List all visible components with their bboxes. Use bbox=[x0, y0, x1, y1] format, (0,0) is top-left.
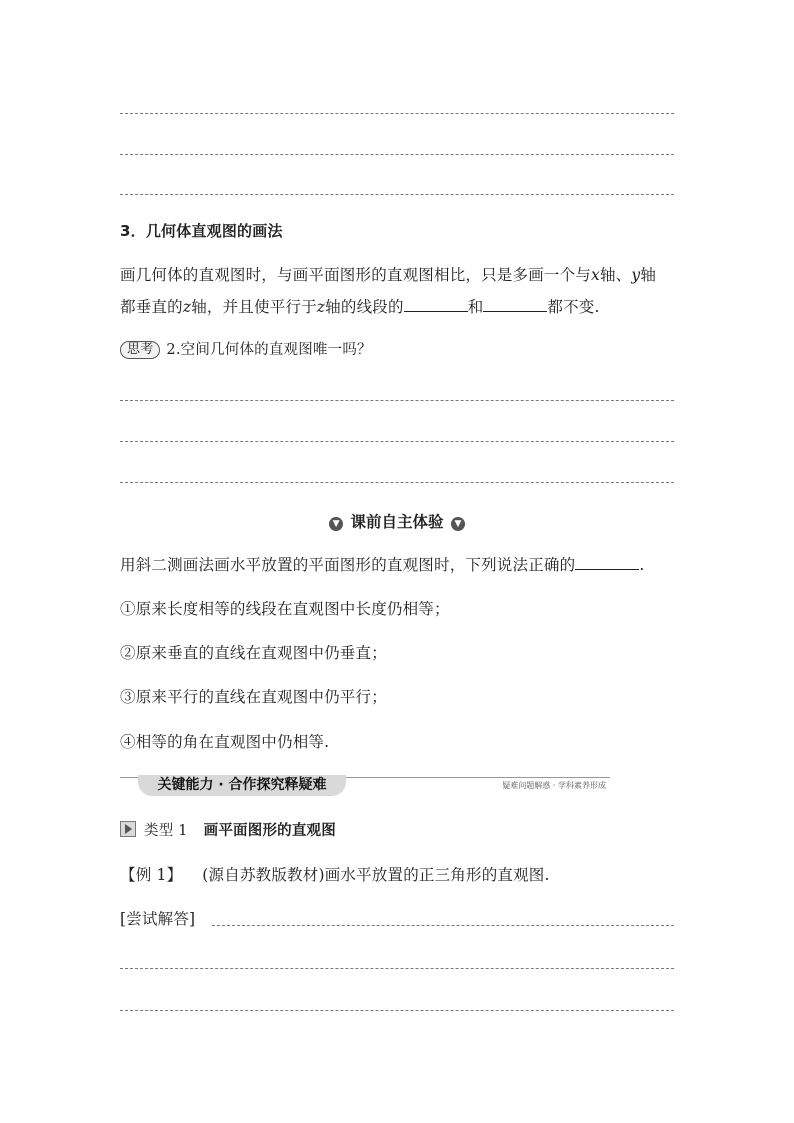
fill-blank[interactable] bbox=[483, 297, 547, 312]
attempt-label: [尝试解答] bbox=[120, 910, 196, 928]
option-item: ①原来长度相等的线段在直观图中长度仍相等； bbox=[120, 600, 450, 618]
answer-line bbox=[120, 441, 674, 442]
answer-line bbox=[120, 194, 674, 195]
paragraph-line: 都垂直的z轴，并且使平行于z轴的线段的 和 都不变. bbox=[120, 298, 600, 316]
preview-question: 用斜二测画法画水平放置的平面图形的直观图时，下列说法正确的 . bbox=[120, 556, 645, 574]
answer-line bbox=[120, 113, 674, 114]
option-item: ④相等的角在直观图中仍相等. bbox=[120, 733, 330, 751]
example-line: 【例 1】 (源自苏教版教材)画水平放置的正三角形的直观图. bbox=[120, 866, 550, 884]
fill-blank[interactable] bbox=[575, 555, 639, 570]
answer-line bbox=[120, 1010, 674, 1011]
banner-title: 关键能力 · 合作探究释疑难 bbox=[138, 775, 346, 796]
answer-line bbox=[212, 925, 674, 926]
down-arrow-icon: ▼ bbox=[451, 517, 465, 531]
type-heading: 类型 1 画平面图形的直观图 bbox=[120, 821, 336, 841]
think-badge: 思考 bbox=[120, 341, 160, 359]
down-arrow-icon: ▼ bbox=[329, 517, 343, 531]
option-item: ②原来垂直的直线在直观图中仍垂直； bbox=[120, 644, 387, 662]
answer-line bbox=[120, 482, 674, 483]
answer-line bbox=[120, 968, 674, 969]
paragraph-line: 画几何体的直观图时，与画平面图形的直观图相比，只是多画一个与x轴、y轴 bbox=[120, 266, 657, 284]
play-icon bbox=[120, 821, 136, 837]
answer-line bbox=[120, 400, 674, 401]
think-question: 思考 2.空间几何体的直观图唯一吗？ bbox=[120, 340, 372, 360]
section-banner bbox=[120, 775, 610, 797]
banner-subtitle: 疑难问题解惑 · 学科素养形成 bbox=[502, 781, 606, 790]
answer-line bbox=[120, 154, 674, 155]
option-item: ③原来平行的直线在直观图中仍平行； bbox=[120, 688, 387, 706]
section-heading: 3．几何体直观图的画法 bbox=[120, 222, 283, 240]
preview-title: ▼ 课前自主体验 ▼ bbox=[0, 512, 794, 532]
fill-blank[interactable] bbox=[404, 297, 468, 312]
